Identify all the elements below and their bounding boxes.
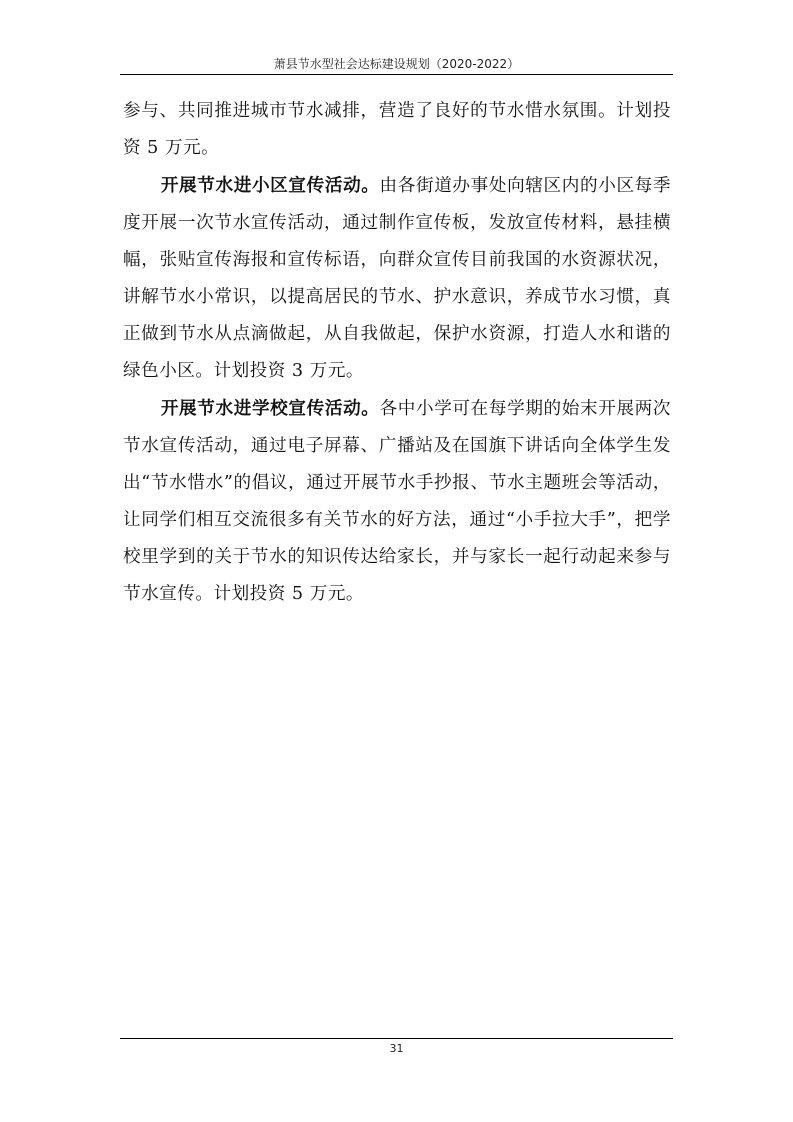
paragraph-text: 由各街道办事处向辖区内的小区每季度开展一次节水宣传活动，通过制作宣传板，发放宣传材料，悬挂横幅，张贴宣传海报和宣传标语，向群众宣传目前我国的水资源状况，讲解节水小常识，以提高居民的节水、护水意识，养成节水习惯，真正做到节水从点滴做起，从自我做起，保护水资源，打造人水和谐的绿色小区。计划投资 3 万元。: [123, 176, 671, 381]
paragraph-heading: 开展节水进学校宣传活动。: [160, 398, 380, 419]
paragraph-text: 各中小学可在每学期的始末开展两次节水宣传活动，通过电子屏幕、广播站及在国旗下讲话向全体学生发出“节水惜水”的倡议，通过开展节水手抄报、节水主题班会等活动，让同学们相互交流很多有关节水的好方法，通过“小手拉大手”，把学校里学到的关于节水的知识传达给家长，并与家长一起行动起来参与节水宣传。计划投资 5 万元。: [123, 399, 671, 604]
paragraph-heading: 开展节水进小区宣传活动。: [160, 175, 380, 196]
document-body: [123, 93, 671, 613]
paragraph-school-campaign: [123, 390, 671, 613]
paragraph-continued: [123, 93, 671, 167]
running-header: 萧县节水型社会达标建设规划（2020-2022）: [273, 57, 520, 71]
page-number: 31: [389, 1042, 404, 1055]
footer-divider: [120, 1038, 673, 1039]
header-divider: [120, 74, 673, 75]
paragraph-community-campaign: [123, 167, 671, 390]
paragraph-text: 参与、共同推进城市节水减排，营造了良好的节水惜水氛围。计划投资 5 万元。: [123, 101, 671, 158]
